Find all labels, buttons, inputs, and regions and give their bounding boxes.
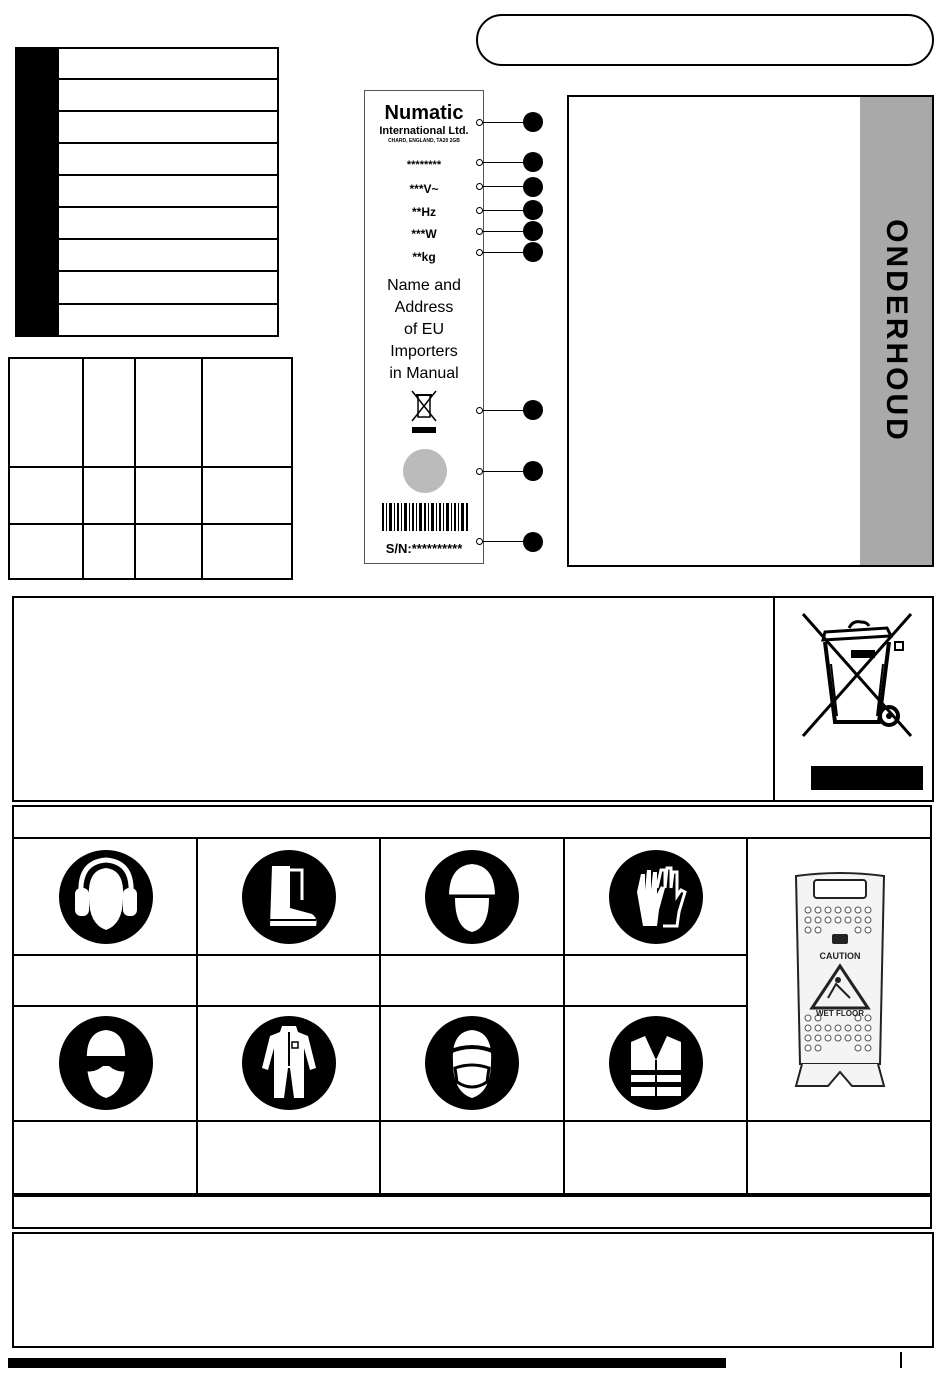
ce-mark-circle [403, 449, 447, 493]
serial-number: S/N:********** [385, 541, 463, 556]
ear-protection-icon [59, 850, 153, 944]
model-number: ******** [406, 159, 442, 171]
callout-dot [523, 152, 543, 172]
weee-bin-icon [409, 389, 439, 437]
dust-mask-icon [425, 1016, 519, 1110]
spec-row [59, 240, 279, 272]
data-grid [8, 357, 293, 580]
callout-dot [523, 177, 543, 197]
callout-lead [482, 210, 524, 211]
callout-dot [523, 242, 543, 262]
callout-dot [523, 461, 543, 481]
side-tab [860, 97, 932, 565]
spec-row [59, 272, 279, 305]
callout-dot [523, 200, 543, 220]
notes-box [12, 1232, 934, 1348]
warning-caution-text: CAUTION [819, 951, 861, 961]
weight: **kg [412, 250, 436, 264]
callout-dot [523, 221, 543, 241]
power: ***W [411, 227, 437, 241]
callout-lead [482, 186, 524, 187]
importer-text: Address [394, 299, 454, 316]
spec-row [59, 208, 279, 240]
callout-lead [482, 252, 524, 253]
importer-text: of EU [403, 321, 444, 338]
voltage: ***V~ [409, 182, 439, 196]
callout-lead [482, 471, 524, 472]
brand-name: Numatic [384, 102, 464, 124]
info-box [567, 95, 934, 567]
callout-lead [482, 541, 524, 542]
callout-lead [482, 122, 524, 123]
gloves-icon [609, 850, 703, 944]
hi-vis-vest-icon [609, 1016, 703, 1110]
ppe-header-strip [12, 805, 932, 839]
wet-floor-sign-icon [788, 868, 892, 1096]
spec-table-header-column [15, 47, 59, 337]
frequency: **Hz [411, 205, 436, 219]
ppe-footer-strip [12, 1195, 932, 1229]
rating-plate [364, 90, 484, 564]
importer-text: Name and [387, 277, 461, 294]
overalls-icon [242, 1016, 336, 1110]
callout-dot [523, 532, 543, 552]
spec-row [59, 176, 279, 208]
callout-dot [523, 400, 543, 420]
callout-lead [482, 410, 524, 411]
callout-lead [482, 162, 524, 163]
spec-row [59, 144, 279, 176]
callout-lead [482, 231, 524, 232]
hard-hat-icon [425, 850, 519, 944]
spec-row [59, 80, 279, 112]
callout-dot [523, 112, 543, 132]
disposal-box [12, 596, 934, 802]
importer-text: Importers [390, 343, 458, 360]
footer-tick [900, 1352, 902, 1368]
warning-wet-floor-text: WET FLOOR [816, 1009, 864, 1018]
safety-boots-icon [242, 850, 336, 944]
spec-row [59, 305, 279, 337]
spec-row [59, 47, 279, 80]
importer-text: in Manual [389, 365, 459, 382]
title-box [476, 14, 934, 66]
company-name: International Ltd. [379, 125, 469, 137]
crossed-bin-icon [787, 606, 927, 796]
company-address: CHARD, ENGLAND, TA20 2GB [388, 138, 460, 144]
spec-row [59, 112, 279, 144]
eye-protection-icon [59, 1016, 153, 1110]
side-tab-label: ONDERHOUD [880, 219, 913, 443]
footer-bar [8, 1358, 726, 1368]
barcode-icon [382, 503, 468, 531]
